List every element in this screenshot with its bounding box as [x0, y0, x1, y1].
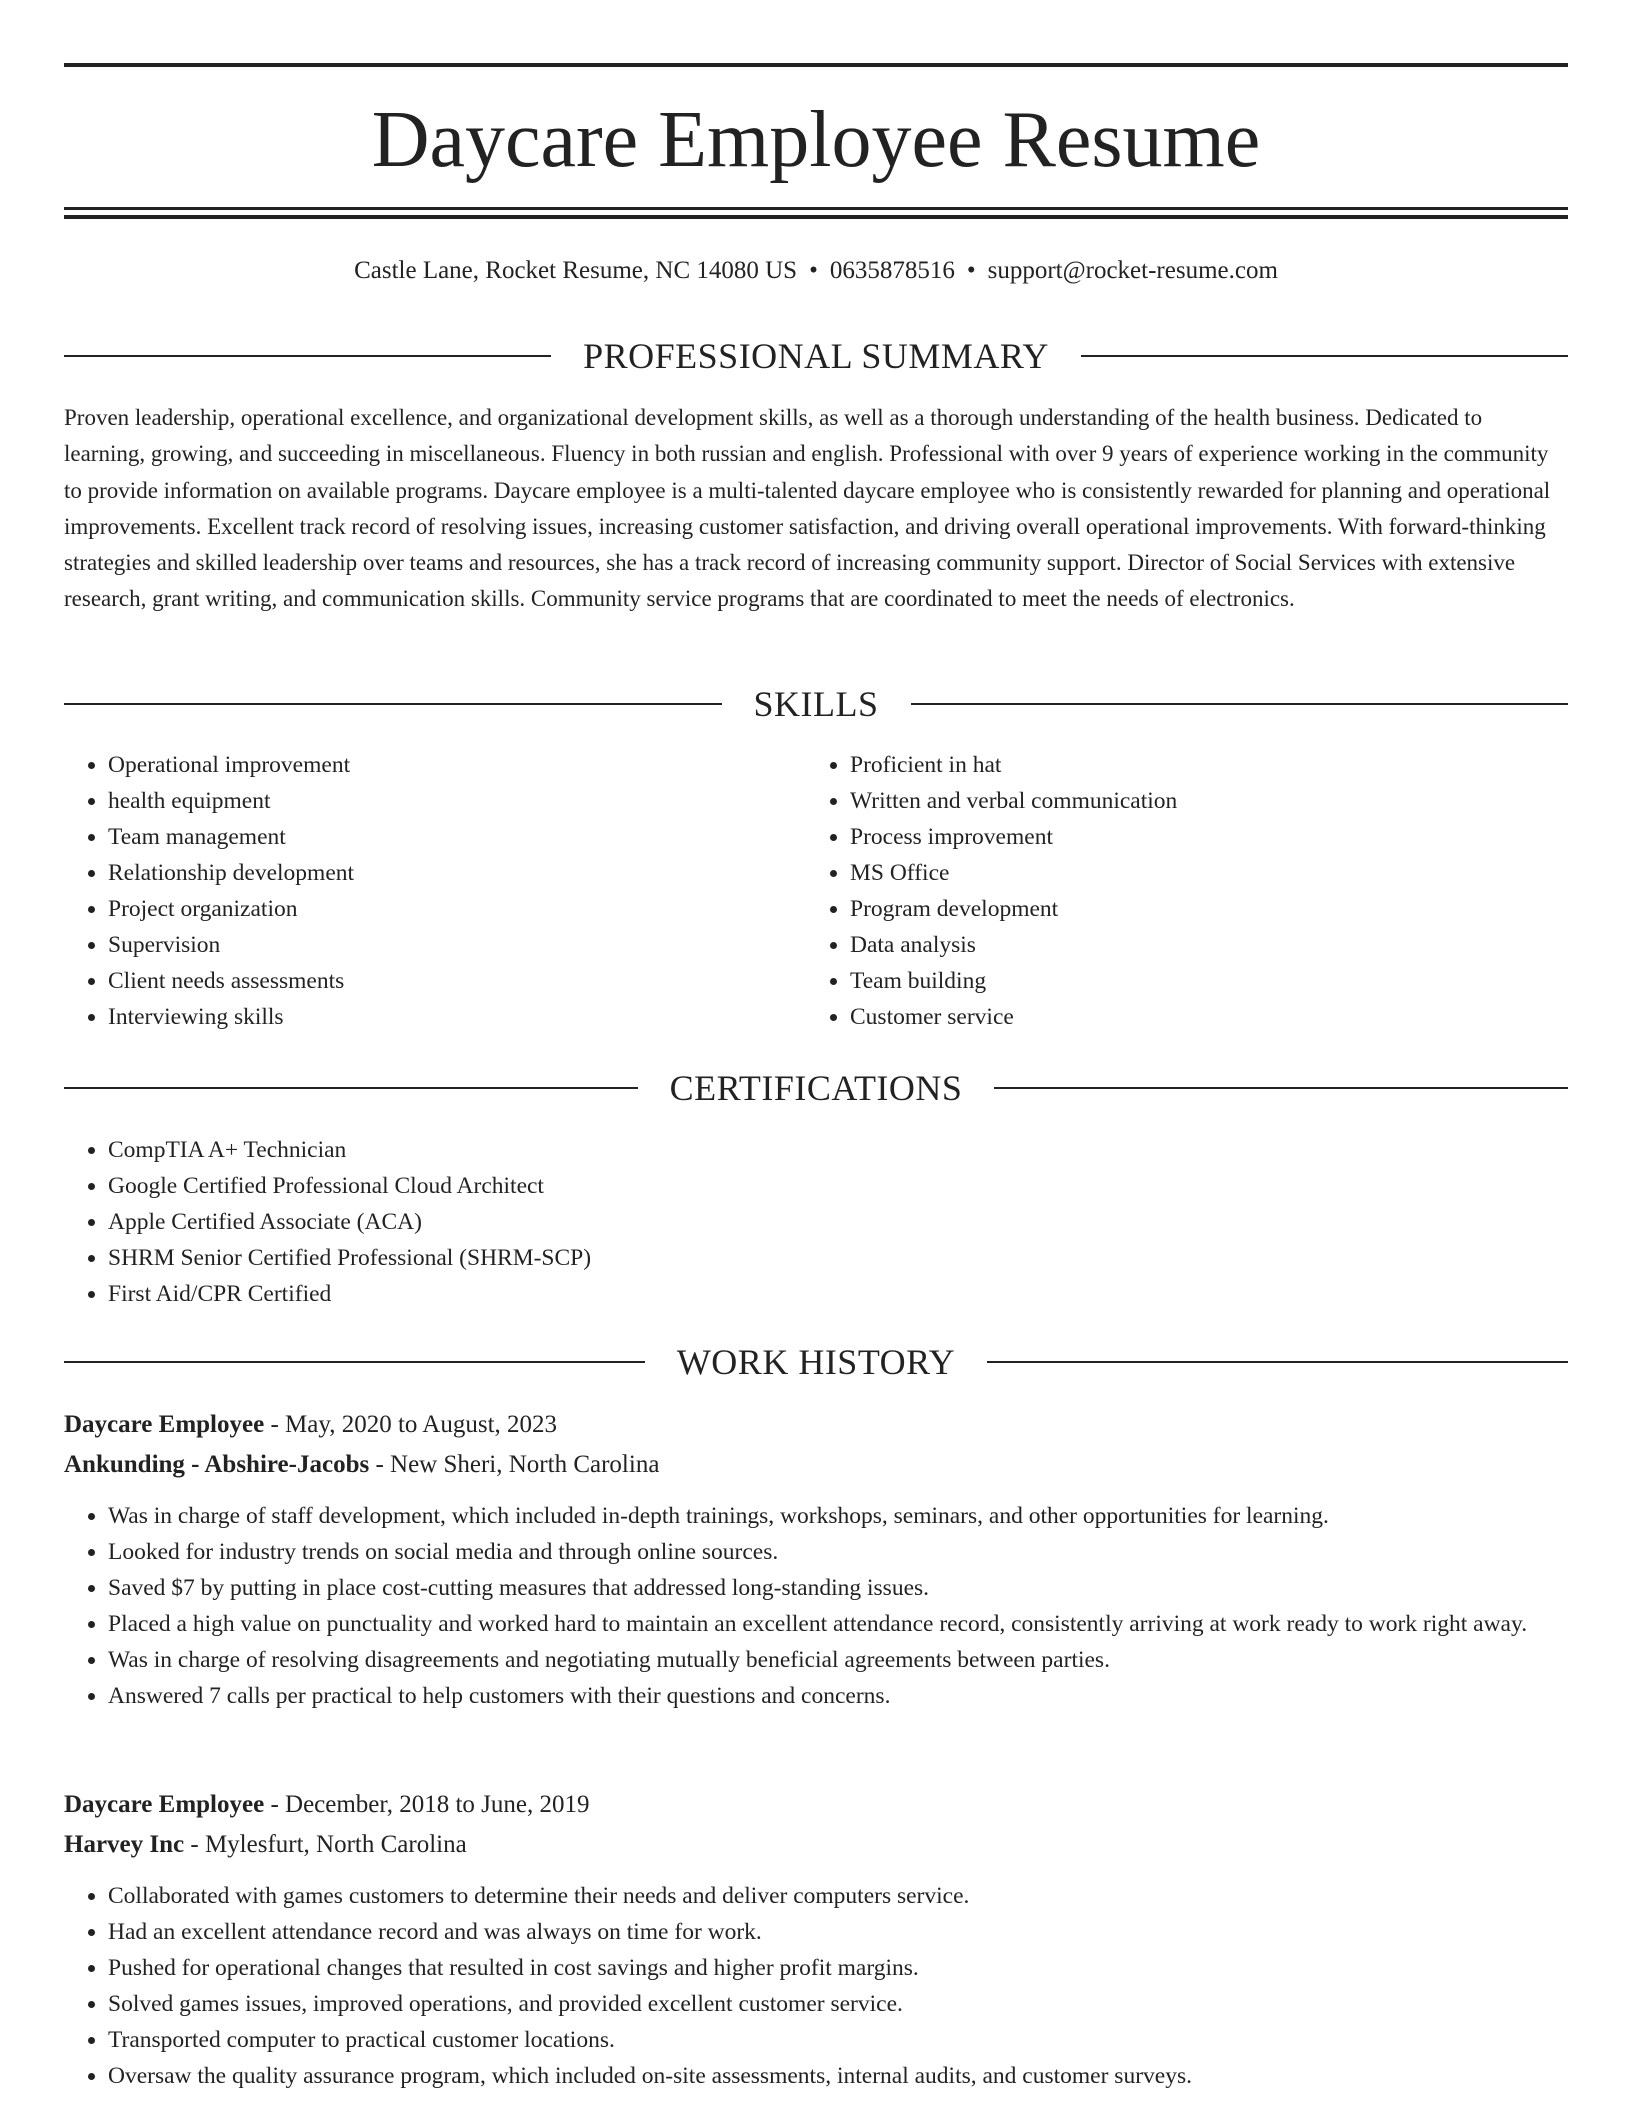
skill-item: • Project organization [108, 891, 804, 927]
skill-item: • Operational improvement [108, 747, 804, 783]
job-bullets [64, 1498, 1568, 1714]
summary-text: Proven leadership, operational excellence, and organizational development skills, as well as a thorough understanding of the health business. Dedicated to learning, growing, and succeeding in miscellaneous. Fluency in both russian and english. Professional with over 9 years of experience working in the community to provide information on available programs. Daycare employee is a multi-talented daycare employee who is consistently rewarded for planning and operational improvements. Excellent track record of resolving issues, increasing customer satisfaction, and driving overall operational improvements. With forward-thinking strategies and skilled leadership over teams and resources, she has a track record of increasing community support. Director of Social Services with extensive research, grant writing, and communication skills. Community service programs that are coordinated to meet the needs of electronics. [64, 405, 1551, 612]
skill-item: • MS Office [850, 855, 1566, 891]
skill-item: • Interviewing skills [108, 999, 804, 1035]
contact-address: Castle Lane, Rocket Resume, NC 14080 US [354, 257, 798, 284]
job-bullet: • Pushed for operational changes that resulted in cost savings and higher profit margins. [108, 1950, 1568, 1986]
section-heading-label: CERTIFICATIONS [669, 1068, 963, 1108]
job-bullet: • Oversaw the quality assurance program, which included on-site assessments, internal audits, and customer surveys. [108, 2058, 1568, 2094]
section-heading-label: WORK HISTORY [676, 1342, 956, 1382]
skill-item: • Customer service [850, 999, 1566, 1035]
job-bullet: • Collaborated with games customers to determine their needs and deliver computers service. [108, 1878, 1568, 1914]
skills-column-right [806, 747, 1566, 1035]
resume-title: Daycare Employee Resume [371, 96, 1261, 184]
job-title: Daycare Employee [64, 1791, 265, 1818]
job-company: Harvey Inc [64, 1831, 185, 1858]
contact-line [64, 253, 1568, 289]
job-bullet: • Transported computer to practical customer locations. [108, 2022, 1568, 2058]
job-bullet: • Was in charge of resolving disagreements and negotiating mutually beneficial agreements between parties. [108, 1642, 1568, 1678]
certification-item: • Apple Certified Associate (ACA) [108, 1204, 1568, 1240]
skill-item: • Supervision [108, 927, 804, 963]
heading-rule-right [911, 703, 1569, 705]
section-heading-label: PROFESSIONAL SUMMARY [583, 336, 1049, 376]
job-bullet: • Was in charge of staff development, which included in-depth trainings, workshops, seminars, and other opportunities for learning. [108, 1498, 1568, 1534]
section-heading-label: SKILLS [753, 684, 879, 724]
job-bullets [64, 1878, 1568, 2094]
heading-rule-right [994, 1087, 1568, 1089]
header-top-rule [64, 63, 1568, 67]
skill-item: • Client needs assessments [108, 963, 804, 999]
section-heading-summary [64, 334, 1568, 378]
heading-rule-left [64, 1361, 645, 1363]
contact-email: support@rocket-resume.com [987, 257, 1278, 284]
job-company-line: Ankunding - Abshire-Jacobs - New Sheri, North Carolina [64, 1451, 660, 1478]
heading-rule-right [1081, 355, 1568, 357]
heading-rule-left [64, 703, 722, 705]
certification-item: • First Aid/CPR Certified [108, 1276, 1568, 1312]
job-location: Mylesfurt, North Carolina [204, 1831, 467, 1858]
header-double-rule-lower [64, 215, 1568, 219]
job-dates: December, 2018 to June, 2019 [285, 1791, 590, 1818]
job-bullet: • Looked for industry trends on social media and through online sources. [108, 1534, 1568, 1570]
skill-item: • Program development [850, 891, 1566, 927]
certification-item: • SHRM Senior Certified Professional (SHRM-SCP) [108, 1240, 1568, 1276]
job-company-line: Harvey Inc - Mylesfurt, North Carolina [64, 1831, 467, 1858]
job-bullet: • Saved $7 by putting in place cost-cutting measures that addressed long-standing issues. [108, 1570, 1568, 1606]
section-heading-skills [64, 682, 1568, 726]
heading-rule-left [64, 1087, 638, 1089]
certification-item: • CompTIA A+ Technician [108, 1132, 1568, 1168]
contact-separator: • [809, 257, 818, 284]
skill-item: • Process improvement [850, 819, 1566, 855]
section-heading-certifications [64, 1066, 1568, 1110]
skills-column-left [64, 747, 804, 1035]
job-bullet: • Answered 7 calls per practical to help customers with their questions and concerns. [108, 1678, 1568, 1714]
job-dates: May, 2020 to August, 2023 [285, 1411, 558, 1438]
contact-separator: • [966, 257, 976, 284]
header-double-rule-upper [64, 207, 1568, 210]
contact-phone: 0635878516 [829, 257, 955, 284]
skill-item: • Team management [108, 819, 804, 855]
job-location: New Sheri, North Carolina [390, 1451, 660, 1478]
skill-item: • Written and verbal communication [850, 783, 1566, 819]
certifications-list [64, 1132, 1568, 1312]
job-title: Daycare Employee [64, 1411, 265, 1438]
skill-item: • Proficient in hat [850, 747, 1566, 783]
skill-item: • Relationship development [108, 855, 804, 891]
certification-item: • Google Certified Professional Cloud Architect [108, 1168, 1568, 1204]
job-bullet: • Had an excellent attendance record and was always on time for work. [108, 1914, 1568, 1950]
skill-item: • Team building [850, 963, 1566, 999]
job-company: Ankunding - Abshire-Jacobs [64, 1451, 370, 1478]
job-bullet: • Placed a high value on punctuality and worked hard to maintain an excellent attendance record, consistently arriving at work ready to work right away. [108, 1606, 1568, 1642]
skill-item: • Data analysis [850, 927, 1566, 963]
heading-rule-left [64, 355, 551, 357]
heading-rule-right [987, 1361, 1568, 1363]
skill-item: • health equipment [108, 783, 804, 819]
job-bullet: • Solved games issues, improved operations, and provided excellent customer service. [108, 1986, 1568, 2022]
section-heading-work-history [64, 1340, 1568, 1384]
job-title-line: Daycare Employee - May, 2020 to August, 2023 [64, 1411, 558, 1438]
job-title-line: Daycare Employee - December, 2018 to June, 2019 [64, 1791, 590, 1818]
